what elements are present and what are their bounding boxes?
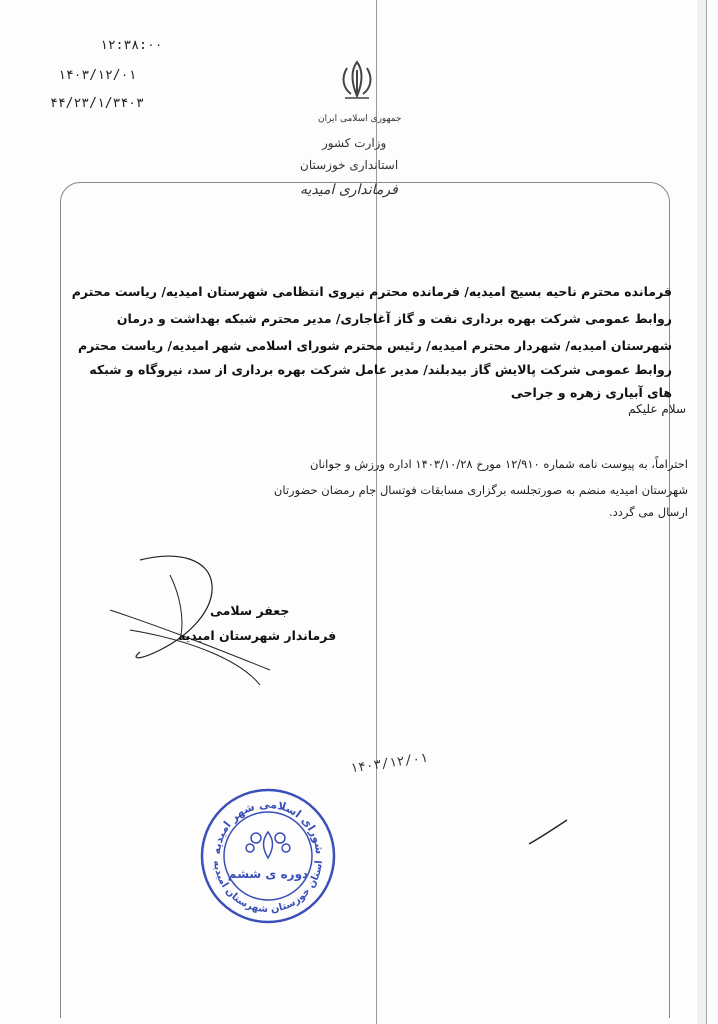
signer-name: جعفر سلامی (210, 603, 290, 618)
seal-top-text: شورای اسلامی شهر امیدیه (209, 797, 327, 855)
letter-number: ۴۴/۲۳/۱/۳۴۰۳ (50, 96, 144, 111)
letter-date: ۱۴۰۳/۱۲/۰۱ (58, 68, 137, 83)
greeting: سلام علیکم (628, 402, 686, 416)
seal-bottom-text: استان خوزستان شهرستان امیدیه (210, 859, 325, 916)
country-label: جمهوری اسلامی ایران (318, 114, 402, 124)
county-office-label: فرمانداری امیدیه (300, 182, 398, 198)
scan-right-edge (706, 0, 707, 1024)
council-seal-stamp (198, 786, 338, 926)
recipient-line: های آبیاری زهره و جراحی (510, 385, 672, 400)
province-office-label: استانداری خوزستان (300, 158, 399, 172)
signer-title: فرماندار شهرستان امیدیه (178, 628, 337, 643)
body-line: احتراماً، به پیوست نامه شماره ۱۲/۹۱۰ مورخ ۱۴۰۳/۱۰/۲۸ اداره ورزش و جوانان (310, 457, 688, 471)
ministry-label: وزارت کشور (322, 136, 387, 150)
check-mark-icon (525, 818, 575, 848)
iran-emblem-icon (333, 56, 381, 104)
received-date-stamp: ۱۴۰۳/۱۲/۰۱ (349, 750, 429, 777)
recipient-line: فرمانده محترم ناحیه بسیج امیدیه/ فرمانده محترم نیروی انتظامی شهرستان امیدیه/ ریاست محترم (71, 284, 672, 299)
recipient-line: شهرستان امیدیه/ شهردار محترم امیدیه/ رئیس محترم شورای اسلامی شهر امیدیه/ ریاست محترم (77, 338, 672, 353)
seal-term-text: دوره ی ششم (227, 867, 309, 881)
recipient-line: روابط عمومی شرکت پالایش گاز بیدبلند/ مدیر عامل شرکت بهره برداری از سد، نیروگاه و شبکه (89, 362, 672, 377)
letter-time: ۱۲:۳۸:۰۰ (100, 38, 163, 53)
body-line: شهرستان امیدیه منضم به صورتجلسه برگزاری مسابقات فوتسال جام رمضان حضورتان (273, 483, 688, 497)
svg-text:شورای اسلامی شهر امیدیه (210, 798, 326, 855)
recipient-line: روابط عمومی شرکت بهره برداری نفت و گاز آغاجاری/ مدیر محترم شبکه بهداشت و درمان (116, 311, 672, 326)
body-line: ارسال می گردد. (608, 505, 688, 519)
scan-right-shadow (697, 0, 706, 1024)
seal-emblem-icon (246, 832, 290, 858)
